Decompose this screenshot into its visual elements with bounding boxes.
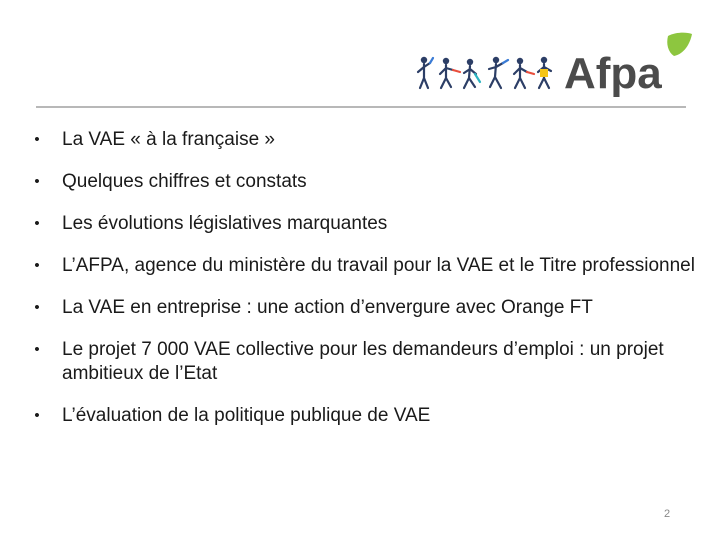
header-divider	[36, 106, 686, 108]
bullet-symbol: •	[34, 407, 40, 424]
bullet-symbol: •	[34, 299, 40, 316]
list-item-text: La VAE « à la française »	[62, 129, 275, 150]
list-item	[30, 404, 700, 428]
list-item	[30, 128, 700, 152]
bullet-symbol: •	[34, 257, 40, 274]
list-item	[30, 338, 700, 386]
bullet-symbol: •	[34, 173, 40, 190]
list-item-text: L’évaluation de la politique publique de VAE	[62, 405, 431, 426]
list-item-text: Le projet 7 000 VAE collective pour les demandeurs d’emploi : un projet ambitieux de l’Etat	[62, 339, 664, 384]
afpa-logo	[564, 30, 694, 102]
afpa-logo-text: Afpa	[564, 49, 662, 98]
afpa-logo-group	[414, 30, 694, 102]
agenda-list	[30, 128, 700, 428]
list-item	[30, 212, 700, 236]
bullet-symbol: •	[34, 341, 40, 358]
list-item-text: L’AFPA, agence du ministère du travail pour la VAE et le Titre professionnel	[62, 255, 695, 276]
page-number: 2	[664, 508, 671, 520]
bullet-symbol: •	[34, 131, 40, 148]
people-figures-icon	[414, 54, 564, 94]
list-item	[30, 254, 700, 278]
list-item	[30, 170, 700, 194]
list-item	[30, 296, 700, 320]
bullet-symbol: •	[34, 215, 40, 232]
list-item-text: La VAE en entreprise : une action d’envergure avec Orange FT	[62, 297, 593, 318]
list-item-text: Les évolutions législatives marquantes	[62, 213, 388, 234]
slide-header	[0, 0, 720, 108]
list-item-text: Quelques chiffres et constats	[62, 171, 307, 192]
